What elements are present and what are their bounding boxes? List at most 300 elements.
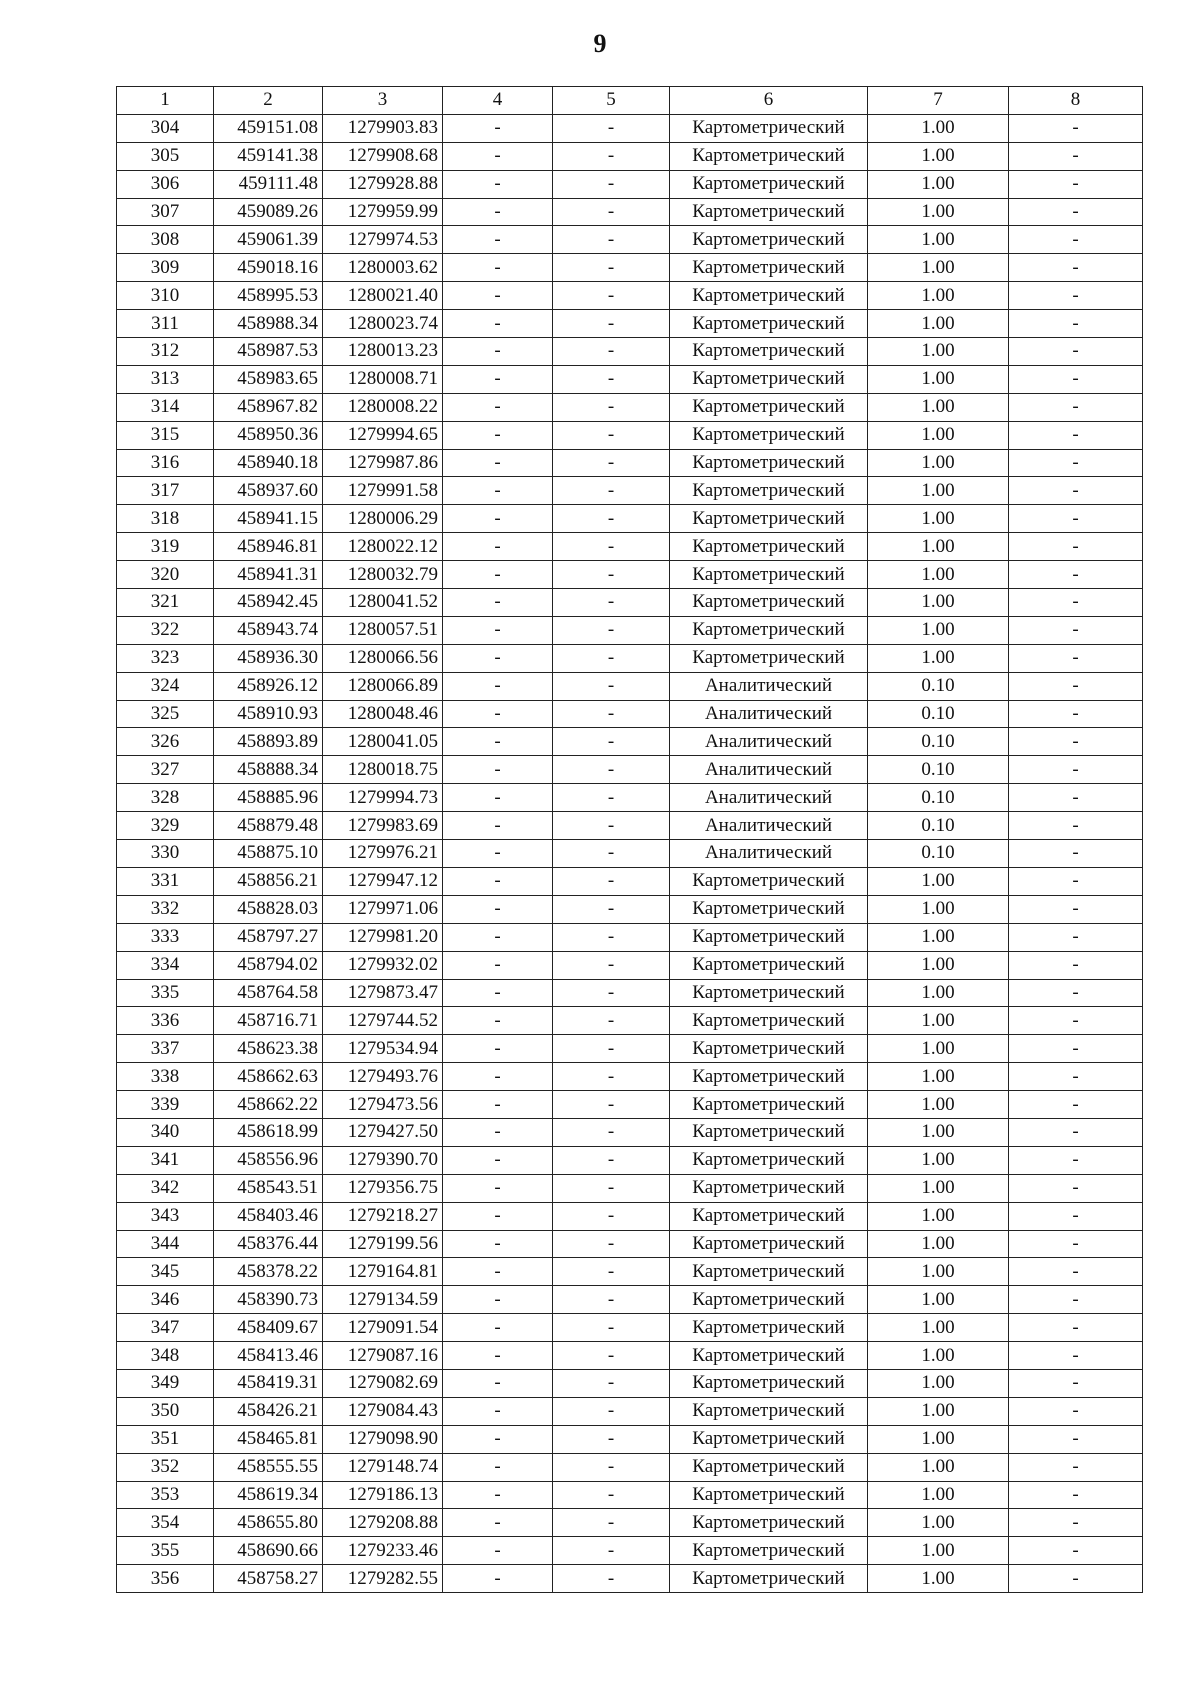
table-cell: 1.00	[868, 589, 1009, 617]
table-cell: -	[1009, 1230, 1143, 1258]
table-cell: Аналитический	[670, 812, 868, 840]
table-cell: -	[443, 895, 553, 923]
table-row	[117, 114, 1143, 142]
column-header-3: 3	[323, 87, 443, 115]
table-cell: 1279134.59	[323, 1286, 443, 1314]
table-cell: Картометрический	[670, 393, 868, 421]
table-cell: 1279164.81	[323, 1258, 443, 1286]
table-cell: 330	[117, 840, 214, 868]
table-cell: 1280048.46	[323, 700, 443, 728]
table-cell: 1280013.23	[323, 338, 443, 366]
table-cell: -	[443, 1035, 553, 1063]
table-cell: -	[443, 365, 553, 393]
table-row	[117, 728, 1143, 756]
table-cell: 458419.31	[214, 1369, 323, 1397]
table-cell: 1279493.76	[323, 1063, 443, 1091]
table-cell: Картометрический	[670, 1230, 868, 1258]
table-row	[117, 812, 1143, 840]
table-cell: 355	[117, 1537, 214, 1565]
table-row	[117, 170, 1143, 198]
table-cell: -	[443, 282, 553, 310]
table-row	[117, 1118, 1143, 1146]
table-cell: Картометрический	[670, 1342, 868, 1370]
table-row	[117, 1035, 1143, 1063]
table-row	[117, 449, 1143, 477]
table-cell: 352	[117, 1453, 214, 1481]
table-row	[117, 1063, 1143, 1091]
table-cell: -	[1009, 282, 1143, 310]
table-cell: 315	[117, 421, 214, 449]
table-cell: 307	[117, 198, 214, 226]
table-cell: 325	[117, 700, 214, 728]
table-cell: Картометрический	[670, 1453, 868, 1481]
table-cell: 331	[117, 867, 214, 895]
table-cell: 458662.22	[214, 1091, 323, 1119]
table-cell: -	[443, 254, 553, 282]
table-cell: 1.00	[868, 1063, 1009, 1091]
table-cell: 1279932.02	[323, 951, 443, 979]
table-cell: -	[553, 979, 670, 1007]
table-cell: Картометрический	[670, 1425, 868, 1453]
table-cell: 1279282.55	[323, 1565, 443, 1593]
table-cell: 1.00	[868, 616, 1009, 644]
table-cell: -	[443, 700, 553, 728]
table-cell: 458413.46	[214, 1342, 323, 1370]
table-cell: -	[1009, 1286, 1143, 1314]
table-cell: 0.10	[868, 728, 1009, 756]
table-cell: 1.00	[868, 1230, 1009, 1258]
table-cell: 1.00	[868, 505, 1009, 533]
table-cell: -	[553, 1118, 670, 1146]
table-cell: 1.00	[868, 1342, 1009, 1370]
table-cell: Аналитический	[670, 672, 868, 700]
table-cell: 1.00	[868, 561, 1009, 589]
table-cell: 320	[117, 561, 214, 589]
table-cell: -	[553, 589, 670, 617]
table-cell: 458623.38	[214, 1035, 323, 1063]
table-cell: -	[443, 561, 553, 589]
table-cell: Картометрический	[670, 170, 868, 198]
table-cell: -	[1009, 1481, 1143, 1509]
table-row	[117, 895, 1143, 923]
table-row	[117, 867, 1143, 895]
table-cell: 0.10	[868, 840, 1009, 868]
table-cell: -	[553, 1007, 670, 1035]
table-cell: -	[553, 310, 670, 338]
table-cell: -	[443, 784, 553, 812]
table-cell: Картометрический	[670, 1481, 868, 1509]
table-cell: Картометрический	[670, 505, 868, 533]
table-cell: 1280041.52	[323, 589, 443, 617]
table-cell: 1279208.88	[323, 1509, 443, 1537]
table-cell: 1279928.88	[323, 170, 443, 198]
table-cell: 1279994.73	[323, 784, 443, 812]
table-cell: 459141.38	[214, 142, 323, 170]
table-cell: 349	[117, 1369, 214, 1397]
table-row	[117, 1342, 1143, 1370]
table-cell: 1.00	[868, 254, 1009, 282]
table-row	[117, 1509, 1143, 1537]
table-cell: -	[553, 1146, 670, 1174]
table-cell: -	[443, 1537, 553, 1565]
table-cell: 1279186.13	[323, 1481, 443, 1509]
table-row	[117, 1146, 1143, 1174]
table-row	[117, 142, 1143, 170]
table-cell: 1280021.40	[323, 282, 443, 310]
table-cell: 329	[117, 812, 214, 840]
table-row	[117, 1369, 1143, 1397]
table-cell: -	[443, 1230, 553, 1258]
table-cell: Картометрический	[670, 254, 868, 282]
table-cell: 458794.02	[214, 951, 323, 979]
table-cell: 1279473.56	[323, 1091, 443, 1119]
table-cell: 458662.63	[214, 1063, 323, 1091]
coordinates-table	[116, 86, 1143, 1593]
table-cell: -	[1009, 170, 1143, 198]
table-cell: 1279082.69	[323, 1369, 443, 1397]
table-cell: -	[443, 505, 553, 533]
table-cell: Картометрический	[670, 421, 868, 449]
table-cell: 459061.39	[214, 226, 323, 254]
table-cell: 1.00	[868, 951, 1009, 979]
table-cell: Картометрический	[670, 1007, 868, 1035]
table-cell: -	[1009, 1509, 1143, 1537]
table-cell: Картометрический	[670, 923, 868, 951]
table-cell: 1.00	[868, 477, 1009, 505]
table-cell: -	[443, 1481, 553, 1509]
table-cell: Аналитический	[670, 784, 868, 812]
table-cell: -	[443, 1369, 553, 1397]
table-cell: -	[553, 1369, 670, 1397]
table-cell: -	[553, 142, 670, 170]
table-cell: 459111.48	[214, 170, 323, 198]
table-cell: 308	[117, 226, 214, 254]
table-row	[117, 533, 1143, 561]
table-cell: -	[443, 1314, 553, 1342]
table-cell: Картометрический	[670, 589, 868, 617]
table-row	[117, 840, 1143, 868]
table-cell: 338	[117, 1063, 214, 1091]
table-cell: -	[553, 1453, 670, 1481]
table-cell: 458987.53	[214, 338, 323, 366]
table-cell: 324	[117, 672, 214, 700]
table-row	[117, 282, 1143, 310]
table-cell: -	[443, 840, 553, 868]
table-cell: Картометрический	[670, 1286, 868, 1314]
table-cell: 458943.74	[214, 616, 323, 644]
table-cell: 317	[117, 477, 214, 505]
table-cell: 458950.36	[214, 421, 323, 449]
table-cell: Картометрический	[670, 338, 868, 366]
table-cell: Картометрический	[670, 310, 868, 338]
table-cell: 1.00	[868, 1007, 1009, 1035]
table-header-row	[117, 87, 1143, 115]
table-cell: 1279233.46	[323, 1537, 443, 1565]
table-cell: 458879.48	[214, 812, 323, 840]
table-cell: 1.00	[868, 421, 1009, 449]
table-cell: 1279084.43	[323, 1397, 443, 1425]
table-cell: 334	[117, 951, 214, 979]
table-row	[117, 1007, 1143, 1035]
table-cell: 1.00	[868, 282, 1009, 310]
table-cell: -	[553, 170, 670, 198]
table-cell: 1.00	[868, 393, 1009, 421]
table-row	[117, 700, 1143, 728]
table-cell: -	[553, 1481, 670, 1509]
table-cell: -	[553, 338, 670, 366]
table-cell: Аналитический	[670, 840, 868, 868]
table-row	[117, 616, 1143, 644]
table-cell: 311	[117, 310, 214, 338]
table-cell: -	[443, 114, 553, 142]
table-cell: -	[1009, 1565, 1143, 1593]
table-cell: -	[443, 170, 553, 198]
table-cell: -	[553, 561, 670, 589]
table-cell: -	[443, 393, 553, 421]
table-cell: Картометрический	[670, 1509, 868, 1537]
table-cell: -	[553, 254, 670, 282]
table-cell: -	[443, 1342, 553, 1370]
table-cell: 1.00	[868, 1258, 1009, 1286]
table-cell: -	[443, 728, 553, 756]
table-cell: -	[553, 1035, 670, 1063]
table-row	[117, 1286, 1143, 1314]
table-cell: 1279976.21	[323, 840, 443, 868]
table-cell: 1.00	[868, 533, 1009, 561]
table-cell: 1280006.29	[323, 505, 443, 533]
table-cell: -	[1009, 393, 1143, 421]
table-cell: -	[443, 1397, 553, 1425]
column-header-7: 7	[868, 87, 1009, 115]
table-cell: -	[1009, 1118, 1143, 1146]
table-cell: -	[1009, 226, 1143, 254]
table-row	[117, 1565, 1143, 1593]
table-cell: Картометрический	[670, 561, 868, 589]
table-cell: Картометрический	[670, 142, 868, 170]
table-cell: 1279947.12	[323, 867, 443, 895]
table-cell: -	[553, 1342, 670, 1370]
table-cell: Картометрический	[670, 895, 868, 923]
table-cell: -	[443, 533, 553, 561]
table-cell: -	[553, 1314, 670, 1342]
table-cell: Картометрический	[670, 114, 868, 142]
table-cell: 343	[117, 1202, 214, 1230]
table-cell: -	[553, 812, 670, 840]
table-cell: 458465.81	[214, 1425, 323, 1453]
table-cell: -	[443, 226, 553, 254]
table-cell: -	[1009, 1425, 1143, 1453]
table-cell: 336	[117, 1007, 214, 1035]
table-cell: 458716.71	[214, 1007, 323, 1035]
table-row	[117, 198, 1143, 226]
table-cell: Картометрический	[670, 1091, 868, 1119]
table-cell: 316	[117, 449, 214, 477]
table-cell: -	[443, 1118, 553, 1146]
table-cell: 1.00	[868, 1565, 1009, 1593]
table-cell: 1279356.75	[323, 1174, 443, 1202]
table-cell: Картометрический	[670, 533, 868, 561]
table-cell: -	[1009, 867, 1143, 895]
table-cell: 458885.96	[214, 784, 323, 812]
table-cell: Картометрический	[670, 1369, 868, 1397]
table-cell: 1.00	[868, 895, 1009, 923]
table-cell: Картометрический	[670, 365, 868, 393]
table-cell: 458618.99	[214, 1118, 323, 1146]
column-header-2: 2	[214, 87, 323, 115]
table-cell: 1280008.22	[323, 393, 443, 421]
table-cell: -	[553, 477, 670, 505]
table-cell: -	[443, 1453, 553, 1481]
table-cell: 1.00	[868, 226, 1009, 254]
table-cell: 1.00	[868, 365, 1009, 393]
table-cell: -	[553, 951, 670, 979]
table-cell: 1.00	[868, 1035, 1009, 1063]
table-cell: 1280022.12	[323, 533, 443, 561]
table-row	[117, 1091, 1143, 1119]
table-cell: -	[553, 1397, 670, 1425]
table-cell: 313	[117, 365, 214, 393]
table-cell: -	[1009, 895, 1143, 923]
table-cell: -	[1009, 700, 1143, 728]
table-cell: -	[1009, 114, 1143, 142]
table-cell: -	[443, 672, 553, 700]
table-cell: 458797.27	[214, 923, 323, 951]
table-cell: 1.00	[868, 1091, 1009, 1119]
table-cell: 1279994.65	[323, 421, 443, 449]
table-cell: 1.00	[868, 198, 1009, 226]
table-cell: Картометрический	[670, 1397, 868, 1425]
table-cell: -	[553, 1509, 670, 1537]
table-row	[117, 421, 1143, 449]
table-cell: -	[553, 226, 670, 254]
table-cell: -	[443, 1063, 553, 1091]
table-cell: 459089.26	[214, 198, 323, 226]
table-cell: 1.00	[868, 1118, 1009, 1146]
table-cell: Картометрический	[670, 1314, 868, 1342]
table-cell: -	[553, 1174, 670, 1202]
table-cell: -	[1009, 338, 1143, 366]
table-cell: -	[1009, 142, 1143, 170]
table-cell: 333	[117, 923, 214, 951]
table-body	[117, 114, 1143, 1592]
table-cell: 458995.53	[214, 282, 323, 310]
table-cell: -	[1009, 812, 1143, 840]
table-cell: Картометрический	[670, 1063, 868, 1091]
table-cell: 458828.03	[214, 895, 323, 923]
table-cell: -	[553, 365, 670, 393]
table-cell: Картометрический	[670, 477, 868, 505]
table-cell: -	[553, 700, 670, 728]
table-cell: -	[553, 1286, 670, 1314]
table-cell: 1.00	[868, 867, 1009, 895]
table-row	[117, 561, 1143, 589]
column-header-4: 4	[443, 87, 553, 115]
table-cell: 332	[117, 895, 214, 923]
table-cell: 1.00	[868, 1509, 1009, 1537]
table-cell: 458690.66	[214, 1537, 323, 1565]
table-cell: -	[1009, 1091, 1143, 1119]
table-row	[117, 1453, 1143, 1481]
column-header-5: 5	[553, 87, 670, 115]
table-row	[117, 477, 1143, 505]
table-row	[117, 1481, 1143, 1509]
table-cell: 1.00	[868, 1369, 1009, 1397]
table-cell: 458988.34	[214, 310, 323, 338]
table-cell: -	[443, 421, 553, 449]
table-cell: -	[1009, 728, 1143, 756]
table-cell: -	[1009, 505, 1143, 533]
table-cell: -	[1009, 1397, 1143, 1425]
table-cell: Картометрический	[670, 1565, 868, 1593]
table-cell: -	[553, 421, 670, 449]
table-cell: Картометрический	[670, 979, 868, 1007]
table-cell: -	[553, 616, 670, 644]
table-cell: 1279091.54	[323, 1314, 443, 1342]
table-cell: -	[553, 1565, 670, 1593]
table-cell: 328	[117, 784, 214, 812]
column-header-8: 8	[1009, 87, 1143, 115]
table-cell: 305	[117, 142, 214, 170]
table-cell: 458543.51	[214, 1174, 323, 1202]
table-cell: 1280003.62	[323, 254, 443, 282]
table-cell: Аналитический	[670, 728, 868, 756]
table-cell: -	[443, 951, 553, 979]
table-cell: 1280057.51	[323, 616, 443, 644]
table-cell: 1279987.86	[323, 449, 443, 477]
table-cell: 1.00	[868, 1397, 1009, 1425]
table-row	[117, 1230, 1143, 1258]
table-cell: -	[1009, 1314, 1143, 1342]
table-cell: -	[553, 644, 670, 672]
table-cell: -	[443, 923, 553, 951]
table-cell: 458941.31	[214, 561, 323, 589]
table-cell: -	[443, 310, 553, 338]
table-cell: Картометрический	[670, 644, 868, 672]
table-cell: 458942.45	[214, 589, 323, 617]
table-cell: -	[553, 533, 670, 561]
table-cell: -	[553, 1258, 670, 1286]
table-cell: -	[1009, 1146, 1143, 1174]
table-cell: 321	[117, 589, 214, 617]
table-cell: 1279991.58	[323, 477, 443, 505]
table-cell: -	[553, 114, 670, 142]
table-cell: 318	[117, 505, 214, 533]
table-cell: -	[553, 1063, 670, 1091]
table-cell: 1279873.47	[323, 979, 443, 1007]
table-cell: Аналитический	[670, 756, 868, 784]
table-cell: 348	[117, 1342, 214, 1370]
table-cell: Аналитический	[670, 700, 868, 728]
table-cell: -	[553, 867, 670, 895]
table-cell: 312	[117, 338, 214, 366]
table-cell: 458655.80	[214, 1509, 323, 1537]
table-cell: -	[1009, 951, 1143, 979]
table-row	[117, 393, 1143, 421]
table-cell: 1279903.83	[323, 114, 443, 142]
table-cell: 1.00	[868, 1146, 1009, 1174]
table-cell: -	[443, 1146, 553, 1174]
table-cell: -	[443, 1091, 553, 1119]
table-cell: -	[1009, 672, 1143, 700]
table-cell: -	[1009, 923, 1143, 951]
table-cell: Картометрический	[670, 449, 868, 477]
table-cell: -	[1009, 310, 1143, 338]
table-cell: -	[553, 840, 670, 868]
column-header-1: 1	[117, 87, 214, 115]
table-cell: -	[1009, 1258, 1143, 1286]
table-cell: -	[553, 895, 670, 923]
table-cell: 458409.67	[214, 1314, 323, 1342]
